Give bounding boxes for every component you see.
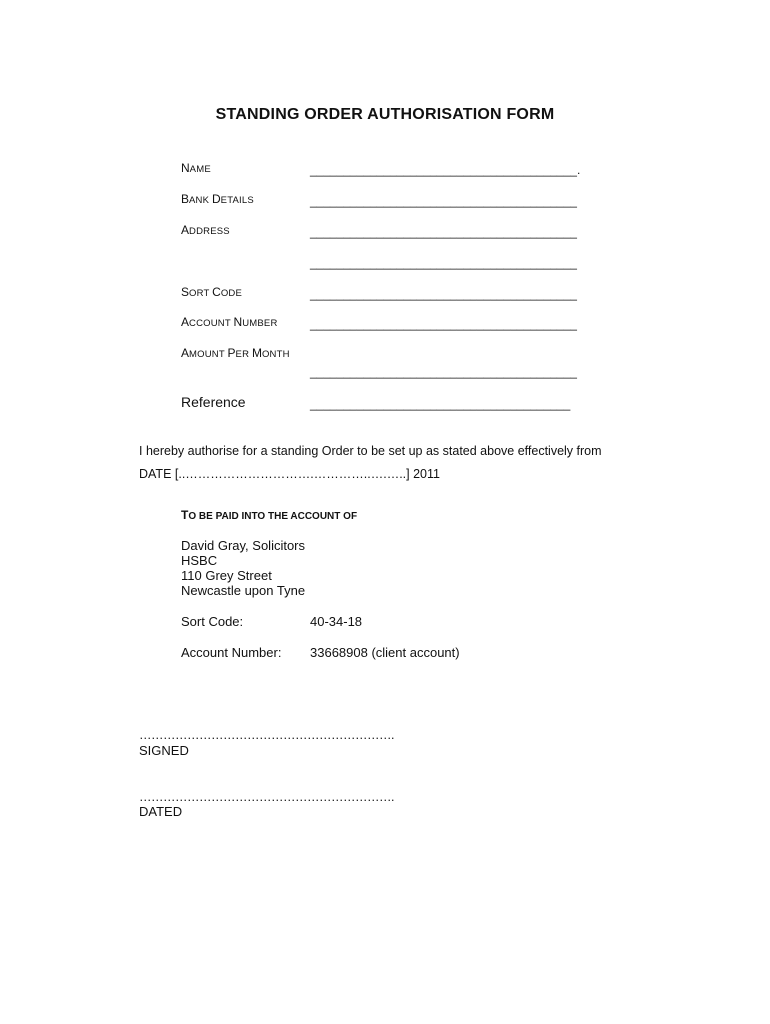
account-number-label: ACCOUNT NUMBER [181, 315, 278, 329]
reference-label: Reference [181, 394, 246, 410]
sort-code-detail-label: Sort Code: [181, 614, 244, 629]
sort-code-line[interactable]: ________________________________________ [310, 287, 577, 301]
payee-name: David Gray, Solicitors [181, 538, 306, 553]
paid-into-heading: TO BE PAID INTO THE ACCOUNT OF [181, 508, 358, 522]
bank-details-line[interactable]: ________________________________________ [310, 194, 577, 208]
payee-address [181, 538, 305, 598]
address-line[interactable]: ________________________________________ [310, 225, 577, 239]
account-number-value: 33668908 (client account) [310, 645, 460, 660]
address-line-2[interactable]: ________________________________________ [310, 256, 577, 270]
date-line[interactable]: DATE [..………………………….…………..….…..] 2011 [139, 467, 440, 481]
sort-code-value: 40-34-18 [310, 614, 363, 629]
dated-dots[interactable]: ………………………………………………………. [139, 790, 394, 804]
payee-street: 110 Grey Street [181, 568, 272, 583]
amount-per-month-line[interactable]: ________________________________________ [310, 365, 577, 379]
authorise-text: I hereby authorise for a standing Order to be set up as stated above effectively from [139, 444, 602, 458]
amount-per-month-label: AMOUNT PER MONTH [181, 346, 290, 360]
bank-details-label: BANK DETAILS [181, 192, 254, 206]
signed-dots[interactable]: ………………………………………………………. [139, 728, 394, 742]
dated-label: DATED [139, 804, 183, 819]
account-number-detail-label: Account Number: [181, 645, 282, 660]
name-line[interactable]: ________________________________________. [310, 163, 581, 177]
form-title: STANDING ORDER AUTHORISATION FORM [215, 106, 555, 123]
address-label: ADDRESS [181, 223, 230, 237]
name-label: NAME [181, 161, 211, 175]
sort-code-label: SORT CODE [181, 285, 243, 299]
payee-city: Newcastle upon Tyne [181, 583, 306, 598]
payee-bank: HSBC [181, 553, 218, 568]
account-number-line[interactable]: ________________________________________ [310, 317, 577, 331]
reference-line[interactable]: _______________________________________ [310, 397, 571, 411]
signed-label: SIGNED [139, 743, 189, 758]
